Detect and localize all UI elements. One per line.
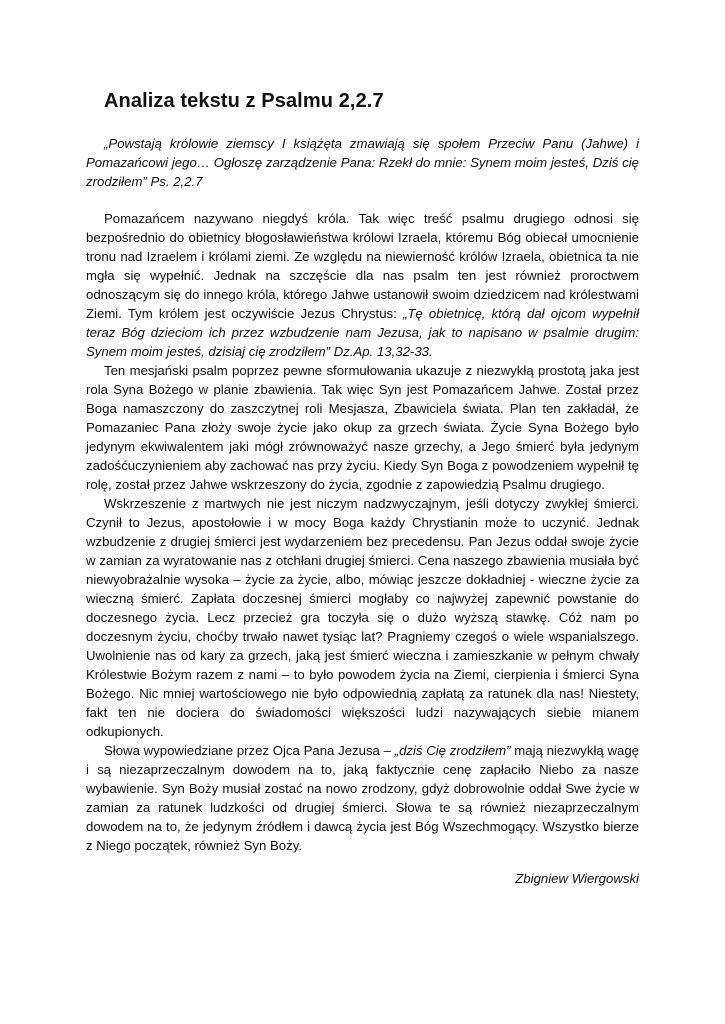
document-title: Analiza tekstu z Psalmu 2,2.7 (104, 90, 384, 112)
paragraph-1-quote: „Tę obietnicę, którą dał ojcom wypełnił teraz Bóg dzieciom ich przez wzbudzenie nam Jezusa, jak to napisano w psalmie drugim: Synem moim jesteś, dzisiaj cię zrodziłem” Dz.Ap. 13,32-33. (86, 306, 639, 359)
paragraph-4-text-before: Słowa wypowiedziane przez Ojca Pana Jezusa – (104, 743, 395, 758)
paragraph-2: Ten mesjański psalm poprzez pewne sformułowania ukazuje z niezwykłą prostotą jaka jest rola Syna Bożego w planie zbawienia. Tak więc Syn jest Pomazańcem Jahwe. Został przez Boga namaszczony do zaszczytnej roli Mesjasza, Zbawiciela świata. Plan ten zakładał, że Pomazaniec Pana złoży swoje życie jako okup za grzech świata. Życie Syna Bożego było jedynym ekwiwalentem jaki mógł zrównoważyć nasze grzechy, a Jego śmierć była jedynym zadośćuczynieniem aby zachować nas przy życiu. Kiedy Syn Boga z powodzeniem wypełnił tę rolę, został przez Jahwe wskrzeszony do życia, zgodnie z zapowiedzią Psalmu drugiego. (86, 363, 639, 492)
paragraph-4-emphasis: „dziś Cię zrodziłem” (394, 743, 511, 758)
paragraph-1 (86, 209, 639, 361)
paragraph-4-text-after: mają niezwykłą wagę i są niezaprzeczalnym dowodem na to, jaką faktycznie cenę zapłaciło Niebo za nasze wybawienie. Syn Boży musiał zostać na nowo zrodzony, gdyż dobrowolnie oddał Swe życie w zamian za ratunek ludzkości od drugiej śmierci. Słowa te są również niezaprzeczalnym dowodem na to, że jedynym źródłem i dawcą życia jest Bóg Wszechmogący. Wszystko bierze z Niego początek, również Syn Boży. (86, 743, 639, 853)
paragraph-1-text: Pomazańcem nazywano niegdyś króla. Tak więc treść psalmu drugiego odnosi się bezpośrednio do obietnicy błogosławieństwa królowi Izraela, któremu Bóg obiecał umocnienie tronu nad Izraelem i królami ziemi. Ze względu na niewierność królów Izraela, obietnica ta nie mgła się wypełnić. Jednak na szczęście dla nas psalm ten jest również proroctwem odnoszącym się do innego króla, którego Jahwe ustanowił swoim dziedzicem nad królestwami Ziemi. Tym królem jest oczywiście Jezus Chrystus: (86, 211, 639, 321)
paragraph-4 (86, 741, 639, 855)
paragraph-3: Wskrzeszenie z martwych nie jest niczym nadzwyczajnym, jeśli dotyczy zwykłej śmierci. Czynił to Jezus, apostołowie i w mocy Boga każdy Chrystianin może to uczynić. Jednak wzbudzenie z drugiej śmierci jest wydarzeniem bez precedensu. Pan Jezus oddał swoje życie w zamian za wyratowanie nas z otchłani drugiej śmierci. Cena naszego zbawienia musiała być niewyobrażalnie wysoka – życie za życie, albo, mówiąc jeszcze dokładniej - wieczne życie za wieczną śmierć. Zapłata doczesnej śmierci mogłaby co najwyżej zapewnić powstanie do doczesnego życia. Lecz przecież gra toczyła się o dużo wyższą stawkę. Cóż nam po doczesnym życiu, choćby trwało nawet tysiąc lat? Pragniemy czegoś o wiele wspanialszego. Uwolnienie nas od kary za grzech, jaką jest śmierć wieczna i zamieszkanie w pełnym chwały Królestwie Bożym razem z nami – to było powodem życia na Ziemi, cierpienia i śmierci Syna Bożego. Nic mniej wartościowego nie było odpowiednią zapłatą za ratunek dla nas! Niestety, fakt ten nie dociera do świadomości większości ludzi nazywających siebie mianem odkupionych. (86, 496, 639, 739)
author-signature: Zbigniew Wiergowski (515, 871, 639, 886)
body-text (86, 209, 639, 855)
epigraph-quote: „Powstają królowie ziemscy I książęta zmawiają się społem Przeciw Panu (Jahwe) i Pomazańcowi jego… Ogłoszę zarządzenie Pana: Rzekł do mnie: Synem moim jesteś, Dziś cię zrodziłem” Ps. 2,2.7 (86, 136, 639, 189)
